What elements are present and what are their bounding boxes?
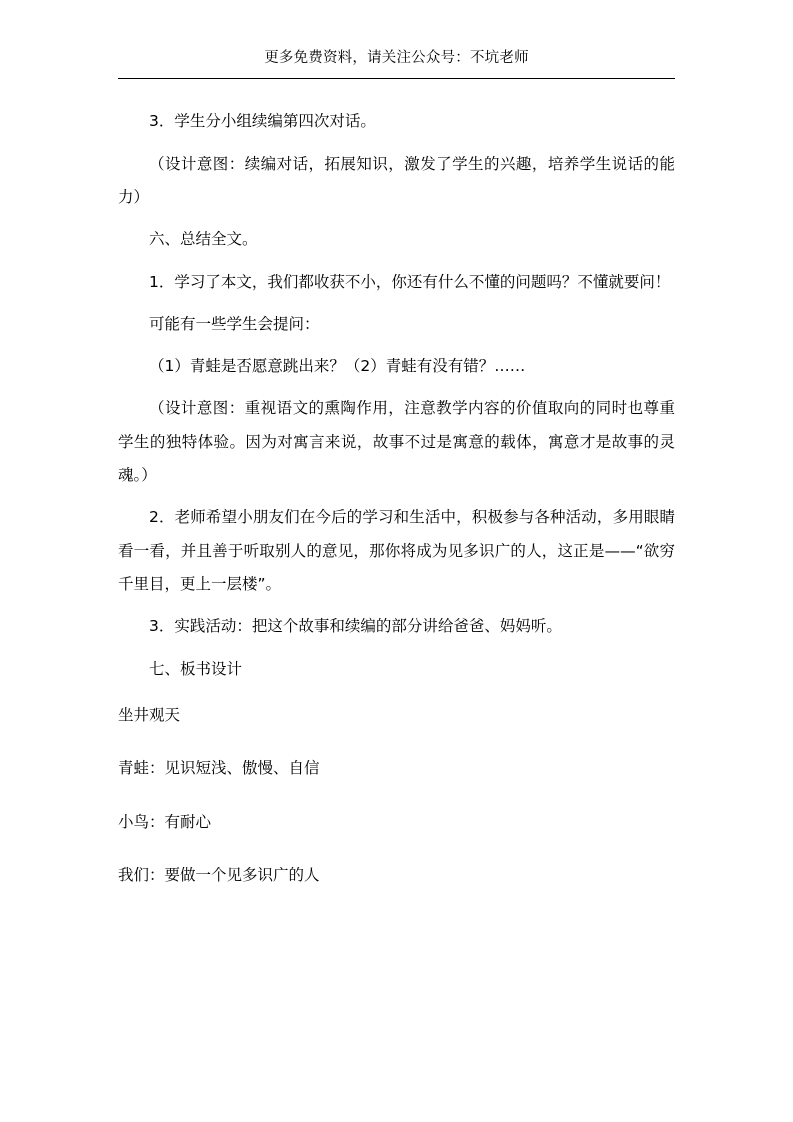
board-line-bird: 小鸟：有耐心 <box>118 812 212 831</box>
spacer <box>118 849 675 859</box>
header-text: 更多免费资料，请关注公众号：不坑老师 <box>264 50 529 66</box>
paragraph-design-intent-1: （设计意图：续编对话，拓展知识，激发了学生的兴趣，培养学生说话的能力） <box>118 154 675 206</box>
paragraph-design-intent-2: （设计意图：重视语文的熏陶作用，注意教学内容的价值取向的同时也尊重学生的独特体验。因为对寓言来说，故事不过是寓意的载体，寓意才是故事的灵魂。） <box>118 399 675 485</box>
paragraph-student-questions-lead: 可能有一些学生会提问： <box>149 314 320 333</box>
board-title: 坐井观天 <box>118 705 181 724</box>
paragraph-summary-3: 3．实践活动：把这个故事和续编的部分讲给爸爸、妈妈听。 <box>149 617 562 636</box>
board-line-frog: 青蛙：见识短浅、傲慢、自信 <box>118 759 320 778</box>
spacer <box>118 742 675 752</box>
board-line-us: 我们：要做一个见多识广的人 <box>118 865 320 884</box>
paragraph-activity-3: 3．学生分小组续编第四次对话。 <box>149 112 376 131</box>
document-body <box>118 79 675 892</box>
page-header <box>0 0 793 68</box>
paragraph-summary-2: 2．老师希望小朋友们在今后的学习和生活中，积极参与各种活动，多用眼睛看一看，并且善于听取别人的意见，那你将成为见多识广的人，这正是——“欲穷千里目，更上一层楼”。 <box>118 508 675 594</box>
section-heading-seven: 七、板书设计 <box>149 659 243 678</box>
paragraph-summary-1: 1．学习了本文，我们都收获不小，你还有什么不懂的问题吗？不懂就要问！ <box>149 272 671 291</box>
section-heading-six: 六、总结全文。 <box>149 230 258 249</box>
spacer <box>118 796 675 806</box>
paragraph-student-questions-list: （1）青蛙是否愿意跳出来？（2）青蛙有没有错？…… <box>149 357 526 376</box>
